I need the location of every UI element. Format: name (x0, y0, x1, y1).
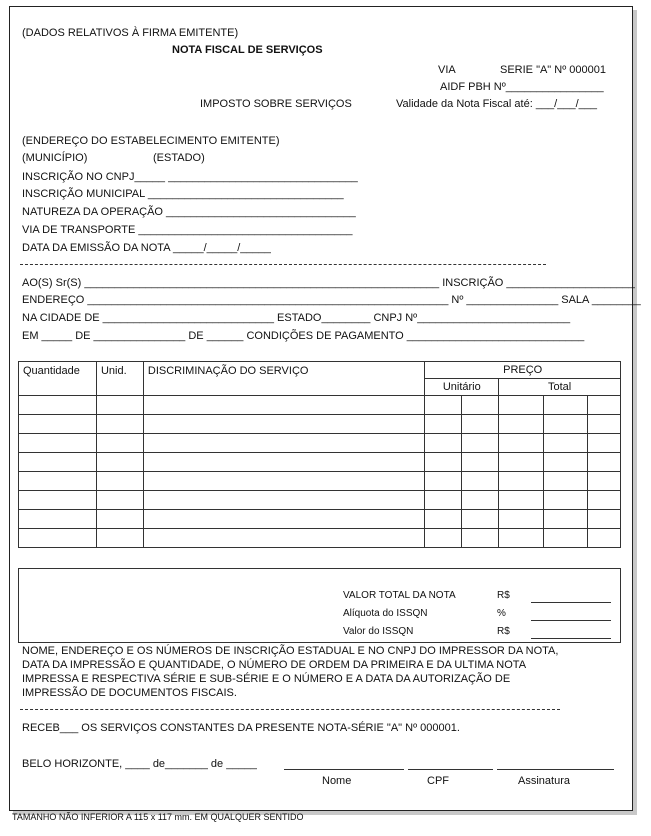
table-cell (462, 472, 499, 491)
table-cell (462, 453, 499, 472)
rate-label: Alíquota do ISSQN (343, 608, 428, 619)
table-row (19, 510, 621, 529)
table-cell (19, 434, 97, 453)
table-cell (96, 529, 143, 548)
col-unit-header: Unid. (96, 362, 143, 396)
table-cell (499, 453, 544, 472)
size-footnote: TAMANHO NÃO INFERIOR A 115 x 117 mm. EM QUALQUER SENTIDO (12, 812, 304, 822)
table-cell (462, 510, 499, 529)
tax-label: IMPOSTO SOBRE SERVIÇOS (200, 98, 352, 110)
issuer-city: (MUNICÍPIO) (22, 152, 88, 164)
issuer-address: (ENDEREÇO DO ESTABELECIMENTO EMITENTE) (22, 135, 280, 147)
table-cell (425, 472, 462, 491)
rate-percent: % (497, 608, 506, 619)
receipt-text: RECEB___ OS SERVIÇOS CONSTANTES DA PRESENTE NOTA-SÉRIE "A" Nº 000001. (22, 722, 460, 734)
table-cell (462, 396, 499, 415)
page-shadow-right (633, 10, 637, 815)
table-cell (96, 491, 143, 510)
table-cell (19, 453, 97, 472)
table-cell (425, 510, 462, 529)
name-caption: Nome (322, 775, 352, 787)
table-cell (544, 491, 588, 510)
table-cell (499, 434, 544, 453)
table-cell (425, 453, 462, 472)
table-cell (499, 491, 544, 510)
emission-date-field: DATA DA EMISSÃO DA NOTA _____/_____/_____ (22, 242, 271, 254)
printer-info-line2: DATA DA IMPRESSÃO E QUANTIDADE, O NÚMERO DE ORDEM DA PRIMEIRA E DA ULTIMA NOTA (22, 659, 527, 671)
table-cell (588, 529, 621, 548)
transport-field: VIA DE TRANSPORTE ___________________________________ (22, 224, 353, 236)
iss-label: Valor do ISSQN (343, 626, 414, 637)
cpf-caption: CPF (427, 775, 449, 787)
serie-number: SERIE "A" Nº 000001 (500, 64, 606, 76)
table-cell (588, 434, 621, 453)
table-cell (143, 453, 424, 472)
table-row (19, 472, 621, 491)
totals-box (18, 568, 621, 643)
table-cell (19, 415, 97, 434)
separator-2 (20, 709, 560, 710)
table-cell (19, 510, 97, 529)
iss-currency: R$ (497, 626, 510, 637)
services-table (18, 361, 621, 548)
validity-field: Validade da Nota Fiscal até: ___/___/___ (396, 98, 597, 110)
table-cell (19, 491, 97, 510)
separator-1 (20, 264, 546, 265)
col-total-header: Total (499, 379, 621, 396)
issuer-state: (ESTADO) (153, 152, 205, 164)
total-currency: R$ (497, 590, 510, 601)
cpf-line (408, 769, 493, 770)
table-cell (96, 472, 143, 491)
table-cell (544, 529, 588, 548)
table-cell (96, 510, 143, 529)
invoice-title: NOTA FISCAL DE SERVIÇOS (172, 44, 323, 56)
table-cell (544, 472, 588, 491)
table-cell (588, 415, 621, 434)
table-cell (19, 472, 97, 491)
recipient-city: NA CIDADE DE ____________________________ ESTADO________ CNPJ Nº_________________________ (22, 312, 571, 324)
table-cell (588, 510, 621, 529)
table-cell (462, 491, 499, 510)
signature-caption: Assinatura (518, 775, 570, 787)
table-cell (544, 510, 588, 529)
col-desc-header: DISCRIMINAÇÃO DO SERVIÇO (143, 362, 424, 396)
recipient-address: ENDEREÇO ___________________________________________________________ Nº _______________ SALA ________ (22, 294, 641, 306)
recipient-to: AO(S) Sr(S) __________________________________________________________ INSCRIÇÃO _____________________ (22, 277, 635, 289)
table-cell (462, 415, 499, 434)
table-cell (462, 529, 499, 548)
table-cell (96, 415, 143, 434)
municipal-field: INSCRIÇÃO MUNICIPAL ________________________________ (22, 188, 344, 200)
table-cell (19, 529, 97, 548)
table-row (19, 529, 621, 548)
payment-terms: EM _____ DE _______________ DE ______ CONDIÇÕES DE PAGAMENTO _____________________________ (22, 330, 585, 342)
table-row (19, 434, 621, 453)
via-label: VIA (438, 64, 456, 76)
table-cell (544, 396, 588, 415)
iss-line (531, 638, 611, 639)
table-cell (499, 415, 544, 434)
table-cell (96, 434, 143, 453)
total-label: VALOR TOTAL DA NOTA (343, 590, 456, 601)
name-line (284, 769, 404, 770)
receipt-place-date: BELO HORIZONTE, ____ de_______ de _____ (22, 758, 257, 770)
table-cell (588, 396, 621, 415)
table-cell (143, 510, 424, 529)
table-cell (462, 434, 499, 453)
table-cell (544, 453, 588, 472)
table-cell (544, 434, 588, 453)
table-cell (143, 415, 424, 434)
table-cell (499, 472, 544, 491)
table-cell (425, 396, 462, 415)
table-cell (96, 396, 143, 415)
table-row (19, 453, 621, 472)
table-cell (499, 510, 544, 529)
table-cell (96, 453, 143, 472)
col-qty-header: Quantidade (19, 362, 97, 396)
table-cell (425, 415, 462, 434)
rate-line (531, 620, 611, 621)
col-price-header: PREÇO (425, 362, 621, 379)
col-unit-price-header: Unitário (425, 379, 499, 396)
table-cell (544, 415, 588, 434)
table-row (19, 415, 621, 434)
table-cell (425, 529, 462, 548)
table-cell (19, 396, 97, 415)
table-cell (143, 472, 424, 491)
nature-field: NATUREZA DA OPERAÇÃO _______________________________ (22, 206, 356, 218)
table-cell (143, 434, 424, 453)
table-cell (425, 491, 462, 510)
table-cell (588, 453, 621, 472)
printer-info-line3: IMPRESSA E RESPECTIVA SÉRIE E SUB-SÉRIE E O NÚMERO E A DATA DA AUTORIZAÇÃO DE (22, 673, 511, 685)
table-cell (499, 529, 544, 548)
printer-info-line1: NOME, ENDEREÇO E OS NÚMEROS DE INSCRIÇÃO ESTADUAL E NO CNPJ DO IMPRESSOR DA NOTA, (22, 645, 559, 657)
table-cell (425, 434, 462, 453)
cnpj-field: INSCRIÇÃO NO CNPJ_____ _______________________________ (22, 171, 358, 183)
table-cell (588, 491, 621, 510)
table-row (19, 491, 621, 510)
table-cell (143, 396, 424, 415)
firm-data-label: (DADOS RELATIVOS À FIRMA EMITENTE) (22, 27, 239, 39)
table-cell (143, 529, 424, 548)
signature-line (497, 769, 614, 770)
total-line (531, 602, 611, 603)
table-row (19, 396, 621, 415)
table-cell (499, 396, 544, 415)
table-cell (588, 472, 621, 491)
aidf-field: AIDF PBH Nº________________ (440, 81, 604, 93)
table-cell (143, 491, 424, 510)
printer-info-line4: IMPRESSÃO DE DOCUMENTOS FISCAIS. (22, 687, 237, 699)
